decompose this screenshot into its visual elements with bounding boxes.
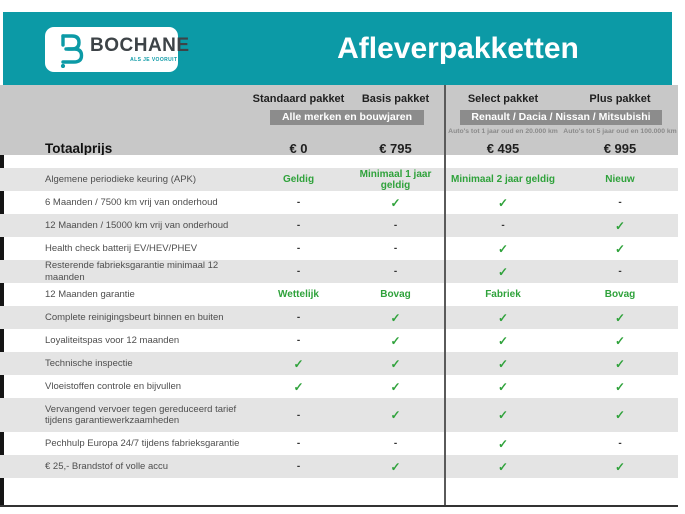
feature-value-text: Nieuw [605,174,635,185]
filler-row [0,478,678,506]
table-row [0,352,678,375]
feature-label: Vervangend vervoer tegen gereduceerd tarief tijdens garantiewerkzaamheden [45,403,237,426]
spacer-row [0,155,678,168]
check-icon: ✓ [390,310,401,325]
check-icon: ✓ [293,379,304,394]
not-included-dash: - [618,438,622,449]
condition-select: Auto's tot 1 jaar oud en 20.000 km [448,128,558,135]
column-title-standaard: Standaard pakket [252,93,345,105]
feature-value-text: Bovag [604,289,636,300]
feature-table-body [0,155,678,506]
feature-label: Vloeistoffen controle en bijvullen [45,380,182,392]
feature-label: 12 Maanden garantie [45,288,135,300]
feature-label: Resterende fabrieksgarantie minimaal 12 maanden [45,260,219,283]
page-title: Afleverpakketten [337,31,579,65]
not-included-dash: - [618,197,622,208]
brand-name: BOCHANE [90,35,190,56]
not-included-dash: - [296,197,301,208]
check-icon: ✓ [497,264,509,279]
check-icon: ✓ [614,356,626,371]
check-icon: ✓ [614,218,626,233]
check-icon: ✓ [293,356,304,371]
feature-value-text: Geldig [282,174,315,185]
section-divider [444,85,446,506]
column-title-plus: Plus pakket [589,93,651,105]
not-included-dash: - [393,243,398,254]
not-included-dash: - [393,266,398,277]
not-included-dash: - [296,220,301,231]
check-icon: ✓ [497,379,509,394]
check-icon: ✓ [497,241,509,256]
brand-tagline: ALS JE VOORUIT WIL [130,57,190,63]
table-row [0,306,678,329]
feature-label: € 25,- Brandstof of volle accu [45,460,169,472]
table-row [0,432,678,455]
feature-label: 6 Maanden / 7500 km vrij van onderhoud [45,196,218,208]
check-icon: ✓ [497,408,509,422]
check-icon: ✓ [390,408,401,422]
brands-badge-renault-group: Renault / Dacia / Nissan / Mitsubishi [460,110,662,125]
feature-rows [0,168,678,478]
check-icon: ✓ [614,408,626,422]
table-row [0,191,678,214]
not-included-dash: - [393,438,398,449]
table-header [0,85,678,155]
total-price-standaard: € 0 [289,140,308,156]
brand-text [90,36,190,63]
total-price-plus: € 995 [603,140,637,156]
table-row [0,455,678,478]
not-included-dash: - [296,266,301,277]
check-icon: ✓ [614,459,626,474]
check-icon: ✓ [390,356,401,371]
feature-label: Algemene periodieke keuring (APK) [45,173,197,185]
check-icon: ✓ [390,195,401,210]
total-price-label: Totaalprijs [45,140,113,156]
not-included-dash: - [296,335,301,346]
brands-badge-all: Alle merken en bouwjaren [270,110,424,125]
feature-value-text: Wettelijk [278,289,319,300]
not-included-dash: - [296,461,301,472]
total-price-select: € 495 [486,140,520,156]
feature-label: 12 Maanden / 15000 km vrij van onderhoud [45,219,229,231]
table-bottom-border [0,505,678,507]
not-included-dash: - [618,266,622,277]
table-row [0,283,678,306]
check-icon: ✓ [497,310,509,325]
not-included-dash: - [296,312,301,323]
check-icon: ✓ [497,436,509,451]
table-row [0,398,678,432]
bochane-icon [55,32,85,68]
feature-label: Loyaliteitspas voor 12 maanden [45,334,180,346]
table-row [0,329,678,352]
not-included-dash: - [296,438,301,449]
feature-label: Health check batterij EV/HEV/PHEV [45,242,198,254]
feature-label: Complete reinigingsbeurt binnen en buiten [45,311,224,323]
feature-label: Technische inspectie [45,357,133,369]
total-price-basis: € 795 [379,140,412,156]
not-included-dash: - [296,409,301,421]
check-icon: ✓ [614,241,626,256]
check-icon: ✓ [390,379,401,394]
column-title-select: Select pakket [467,93,539,105]
header-banner [3,12,672,85]
check-icon: ✓ [390,333,401,348]
check-icon: ✓ [614,333,626,348]
table-row [0,260,678,283]
feature-label: Pechhulp Europa 24/7 tijdens fabrieksgarantie [45,437,240,449]
feature-value-text: Fabriek [485,289,521,300]
feature-value-text: Bovag [380,289,411,300]
table-row [0,168,678,191]
column-title-basis: Basis pakket [361,93,430,105]
table-row [0,214,678,237]
check-icon: ✓ [497,333,509,348]
feature-value-text: Minimaal 2 jaar geldig [451,174,555,185]
check-icon: ✓ [390,459,401,474]
not-included-dash: - [296,243,301,254]
check-icon: ✓ [614,379,626,394]
brand-logo [45,27,190,72]
feature-value-text: Minimaal 1 jaar geldig [359,168,432,191]
check-icon: ✓ [497,195,509,210]
check-icon: ✓ [614,310,626,325]
not-included-dash: - [393,220,398,231]
condition-plus: Auto's tot 5 jaar oud en 100.000 km [563,128,677,135]
table-row [0,375,678,398]
table-row [0,237,678,260]
check-icon: ✓ [497,459,509,474]
check-icon: ✓ [497,356,509,371]
not-included-dash: - [501,220,505,231]
